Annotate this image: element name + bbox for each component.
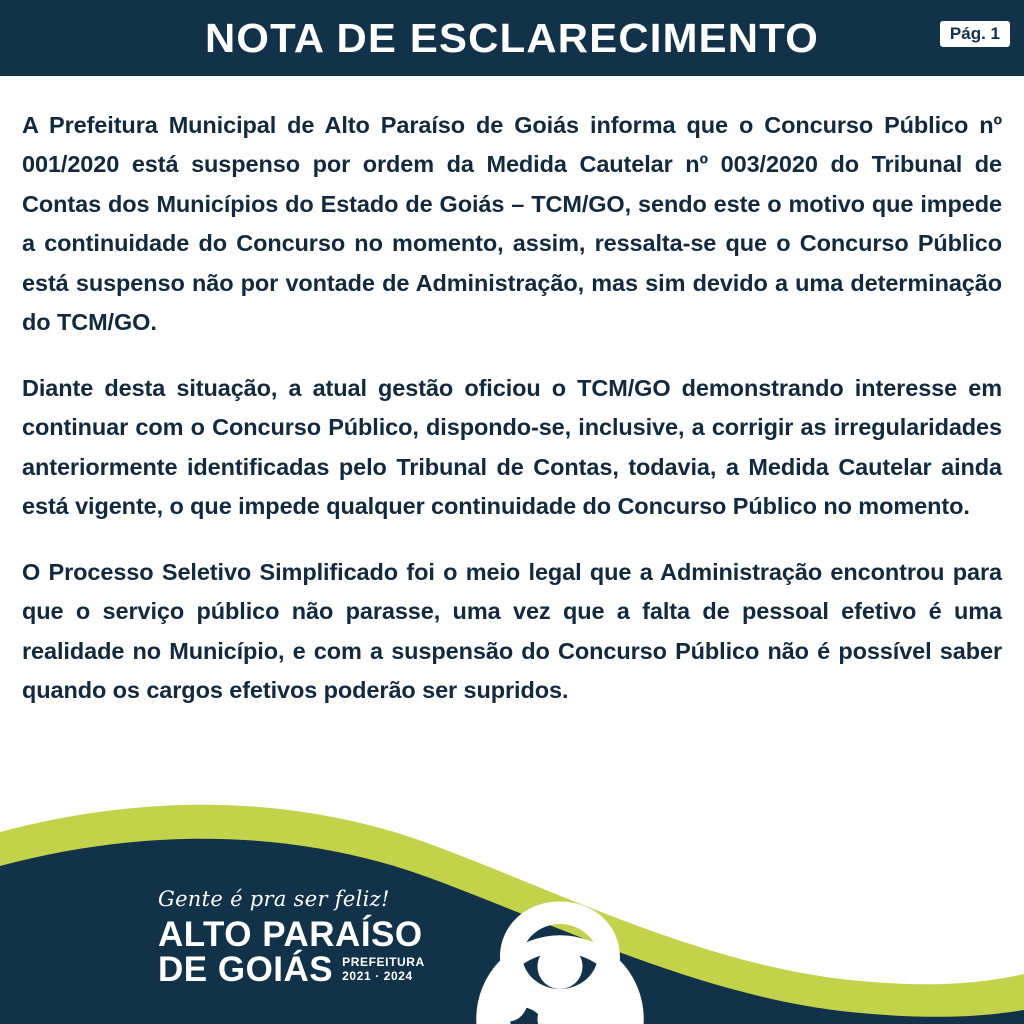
logo-name-line1: ALTO PARAÍSO (158, 914, 423, 954)
logo-name-line2: DE GOIÁS (158, 950, 334, 990)
paragraph-3: O Processo Seletivo Simplificado foi o meio legal que a Administração encontrou para que o serviço público não parasse, uma vez que a falta de pessoal efetivo é uma realidade no Município, e com a suspensão do Concurso Público não é possível saber quando os cargos efetivos poderão ser supridos. (22, 558, 1002, 704)
page-title: NOTA DE ESCLARECIMENTO (204, 14, 819, 61)
footer-wave (0, 774, 1024, 1024)
city-logo (48, 886, 425, 990)
flower-emblem-svg (48, 894, 1024, 1024)
flower-emblem-icon (48, 894, 144, 990)
header-bar (0, 0, 1024, 76)
page-number-badge: Pág. 1 (940, 21, 1010, 47)
document-body (0, 76, 1024, 711)
logo-tagline: Gente é pra ser feliz! (158, 886, 390, 911)
logo-subtext-line2: 2021 · 2024 (342, 969, 413, 984)
logo-subtext-line1: PREFEITURA (342, 955, 425, 970)
paragraph-1: A Prefeitura Municipal de Alto Paraíso de Goiás informa que o Concurso Público nº 001/2020 está suspenso por ordem da Medida Cautelar nº 003/2020 do Tribunal de Contas dos Municípios do Estado de Goiás – TCM/GO, sendo este o motivo que impede a continuidade do Concurso no momento, assim, ressalta-se que o Concurso Público está suspenso não por vontade de Administração, mas sim devido a uma determinação do TCM/GO. (22, 112, 1002, 336)
paragraph-2: Diante desta situação, a atual gestão oficiou o TCM/GO demonstrando interesse em continuar com o Concurso Público, dispondo-se, inclusive, a corrigir as irregularidades anteriormente identificadas pelo Tribunal de Contas, todavia, a Medida Cautelar ainda está vigente, o que impede qualquer continuidade do Concurso Público no momento. (22, 374, 1002, 520)
